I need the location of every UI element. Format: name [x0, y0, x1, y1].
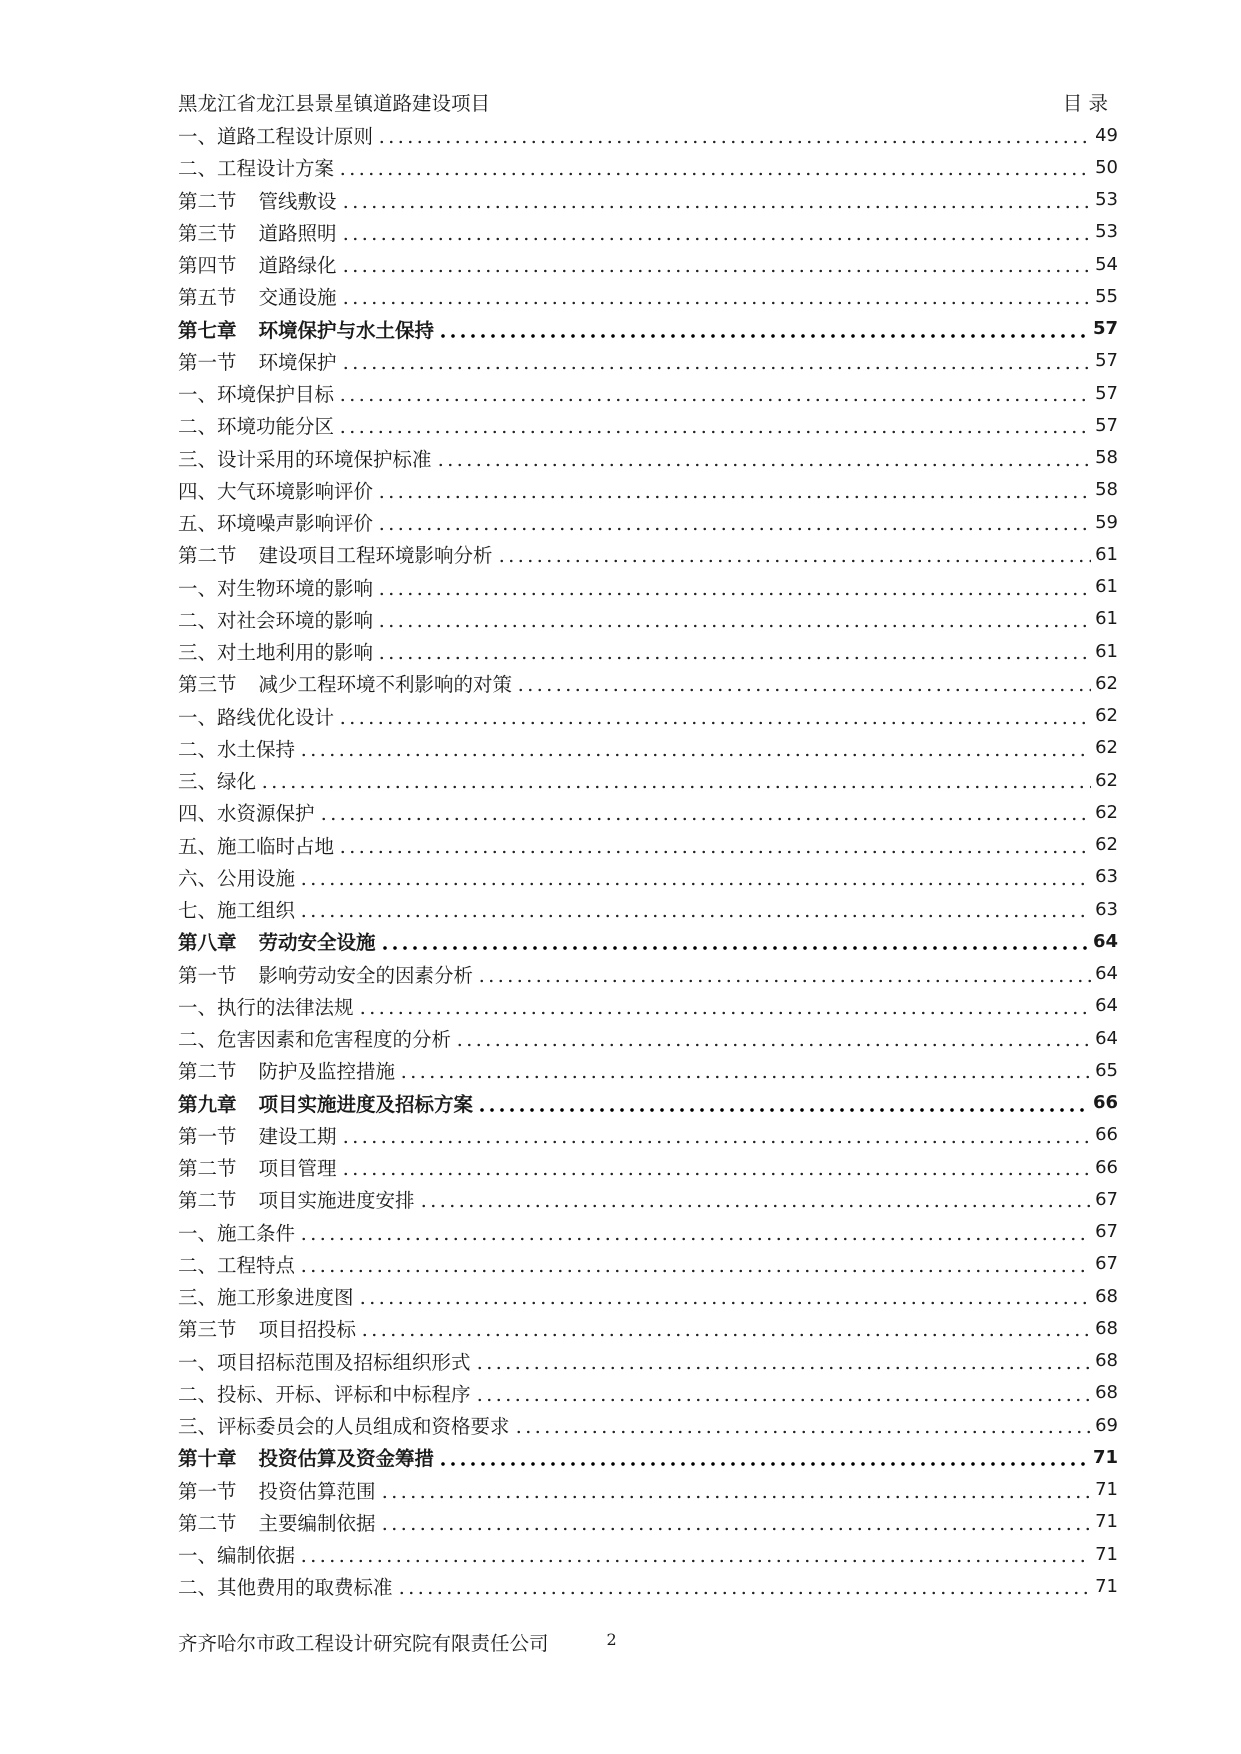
- toc-page-number: 71: [1092, 1446, 1118, 1468]
- toc-entry-text: 六、公用设施: [178, 866, 296, 890]
- toc-entry-text: 投资估算范围: [258, 1479, 376, 1503]
- toc-item-entry[interactable]: [178, 1345, 1118, 1377]
- toc-entry-title: [178, 1024, 451, 1052]
- toc-section-entry[interactable]: [178, 1183, 1118, 1215]
- toc-page-number: 67: [1095, 1188, 1118, 1210]
- toc-page-number: 62: [1095, 801, 1118, 823]
- dot-leader: [360, 1319, 1091, 1337]
- toc-entry-text: 主要编制依据: [258, 1511, 376, 1535]
- toc-entry-text: 二、水土保持: [178, 737, 296, 761]
- toc-entry-text: 二、投标、开标、评标和中标程序: [178, 1382, 471, 1406]
- toc-item-entry[interactable]: [178, 893, 1118, 925]
- dot-leader: [475, 1352, 1092, 1370]
- toc-entry-text: 三、设计采用的环境保护标准: [178, 447, 432, 471]
- toc-entry-title: [178, 1185, 415, 1213]
- toc-section-entry[interactable]: [178, 1054, 1118, 1086]
- dot-leader: [341, 255, 1092, 273]
- toc-entry-title: [178, 540, 493, 568]
- toc-entry-text: 三、对土地利用的影响: [178, 641, 374, 665]
- toc-entry-text: 二、危害因素和危害程度的分析: [178, 1028, 452, 1052]
- toc-entry-number: 第三节: [178, 221, 237, 245]
- toc-entry-text: 防护及监控措施: [258, 1060, 396, 1084]
- toc-page-number: 63: [1095, 866, 1118, 888]
- toc-entry-title: [178, 315, 434, 343]
- toc-chapter-entry[interactable]: [178, 1087, 1118, 1119]
- toc-entry-title: [178, 379, 334, 407]
- dot-leader: [377, 642, 1091, 660]
- toc-entry-text: 二、对社会环境的影响: [178, 608, 374, 632]
- dot-leader: [358, 997, 1092, 1015]
- dot-leader: [377, 610, 1091, 628]
- toc-entry-text: 三、绿化: [178, 770, 257, 794]
- toc-entry-title: [178, 1411, 510, 1439]
- toc-entry-text: 项目管理: [258, 1157, 337, 1181]
- toc-entry-text: 一、环境保护目标: [178, 383, 335, 407]
- toc-page-number: 68: [1095, 1285, 1118, 1307]
- toc-item-entry[interactable]: [178, 1570, 1118, 1602]
- toc-entry-title: [178, 1089, 473, 1117]
- toc-entry-text: 二、环境功能分区: [178, 415, 335, 439]
- dot-leader: [475, 1384, 1092, 1402]
- dot-leader: [516, 674, 1091, 692]
- dot-leader: [380, 1481, 1092, 1499]
- dot-leader: [497, 545, 1092, 563]
- toc-section-entry[interactable]: [178, 280, 1118, 312]
- toc-entry-number: 第二节: [178, 189, 237, 213]
- toc-page-number: 61: [1095, 640, 1118, 662]
- toc-entry-title: [178, 1540, 295, 1568]
- dot-leader: [341, 191, 1092, 209]
- toc-page-number: 55: [1095, 285, 1118, 307]
- toc-page-number: 64: [1092, 930, 1118, 952]
- toc-entry-text: 道路照明: [258, 221, 337, 245]
- toc-entry-number: 第二节: [178, 1189, 237, 1213]
- toc-page-number: 50: [1095, 156, 1118, 178]
- toc-page-number: 57: [1095, 382, 1118, 404]
- toc-page-number: 61: [1095, 608, 1118, 630]
- toc-page-number: 49: [1095, 124, 1118, 146]
- toc-item-entry[interactable]: [178, 732, 1118, 764]
- toc-page-number: 57: [1095, 350, 1118, 372]
- toc-entry-number: 第二节: [178, 544, 237, 568]
- dot-leader: [377, 578, 1091, 596]
- toc-entry-text: 一、编制依据: [178, 1544, 296, 1568]
- toc-item-entry[interactable]: [178, 1377, 1118, 1409]
- toc-entry-text: 七、施工组织: [178, 899, 296, 923]
- toc-page-number: 71: [1095, 1543, 1118, 1565]
- toc-item-entry[interactable]: [178, 119, 1118, 151]
- toc-section-entry[interactable]: [178, 538, 1118, 570]
- toc-chapter-entry[interactable]: [178, 313, 1118, 345]
- toc-entry-title: [178, 960, 473, 988]
- toc-entry-text: 一、施工条件: [178, 1221, 296, 1245]
- toc-entry-text: 二、其他费用的取费标准: [178, 1576, 393, 1600]
- toc-page-number: 62: [1095, 834, 1118, 856]
- dot-leader: [319, 803, 1092, 821]
- dot-leader: [514, 1416, 1092, 1434]
- toc-entry-text: 劳动安全设施: [258, 931, 376, 955]
- toc-entry-text: 二、工程设计方案: [178, 157, 335, 181]
- toc-page-number: 66: [1092, 1092, 1118, 1114]
- toc-page-number: 71: [1095, 1511, 1118, 1533]
- toc-item-entry[interactable]: [178, 474, 1118, 506]
- toc-item-entry[interactable]: [178, 571, 1118, 603]
- toc-item-entry[interactable]: [178, 603, 1118, 635]
- toc-entry-number: 第二节: [178, 1157, 237, 1181]
- toc-entry-title: [178, 476, 373, 504]
- toc-page-number: 62: [1095, 769, 1118, 791]
- toc-entry-text: 环境保护: [258, 350, 337, 374]
- footer-page-number: 2: [606, 1630, 617, 1649]
- toc-entry-text: 一、道路工程设计原则: [178, 125, 374, 149]
- toc-entry-title: [178, 411, 334, 439]
- toc-page-number: 62: [1095, 737, 1118, 759]
- toc-entry-title: [178, 1476, 376, 1504]
- toc-entry-number: 第八章: [178, 931, 237, 955]
- toc-entry-number: 第一节: [178, 963, 237, 987]
- dot-leader: [341, 287, 1092, 305]
- toc-section-entry[interactable]: [178, 958, 1118, 990]
- toc-entry-text: 一、项目招标范围及招标组织形式: [178, 1350, 471, 1374]
- toc-section-entry[interactable]: [178, 1119, 1118, 1151]
- dot-leader: [299, 1255, 1091, 1273]
- toc-entry-title: [178, 1056, 395, 1084]
- dot-leader: [380, 1513, 1092, 1531]
- toc-page-number: 67: [1095, 1253, 1118, 1275]
- dot-leader: [299, 739, 1091, 757]
- toc-entry-text: 道路绿化: [258, 254, 337, 278]
- dot-leader: [358, 1287, 1092, 1305]
- toc-entry-title: [178, 766, 256, 794]
- toc-entry-number: 第十章: [178, 1447, 237, 1471]
- toc-page-number: 66: [1095, 1124, 1118, 1146]
- toc-entry-text: 交通设施: [258, 286, 337, 310]
- table-of-contents: [178, 119, 1118, 1603]
- toc-entry-text: 四、大气环境影响评价: [178, 479, 374, 503]
- toc-entry-title: [178, 1443, 434, 1471]
- dot-leader: [399, 1061, 1091, 1079]
- dot-leader: [341, 223, 1092, 241]
- dot-leader: [377, 513, 1091, 531]
- toc-item-entry[interactable]: [178, 861, 1118, 893]
- toc-item-entry[interactable]: [178, 796, 1118, 828]
- toc-entry-title: [178, 1282, 354, 1310]
- toc-entry-title: [178, 218, 337, 246]
- toc-item-entry[interactable]: [178, 377, 1118, 409]
- dot-leader: [338, 384, 1091, 402]
- toc-page-number: 69: [1095, 1414, 1118, 1436]
- toc-item-entry[interactable]: [178, 1280, 1118, 1312]
- toc-page-number: 65: [1095, 1059, 1118, 1081]
- toc-entry-title: [178, 347, 337, 375]
- toc-item-entry[interactable]: [178, 409, 1118, 441]
- toc-entry-title: [178, 1153, 337, 1181]
- toc-page-number: 63: [1095, 898, 1118, 920]
- toc-entry-title: [178, 250, 337, 278]
- toc-page-number: 61: [1095, 576, 1118, 598]
- toc-entry-text: 项目招投标: [258, 1318, 357, 1342]
- toc-entry-number: 第一节: [178, 350, 237, 374]
- toc-page-number: 59: [1095, 511, 1118, 533]
- toc-entry-number: 第二节: [178, 1060, 237, 1084]
- toc-item-entry[interactable]: [178, 1248, 1118, 1280]
- toc-item-entry[interactable]: [178, 506, 1118, 538]
- toc-page-number: 71: [1095, 1575, 1118, 1597]
- toc-page-number: 57: [1092, 318, 1118, 340]
- dot-leader: [455, 1029, 1091, 1047]
- dot-leader: [341, 352, 1092, 370]
- toc-entry-title: [178, 605, 373, 633]
- toc-entry-title: [178, 1250, 295, 1278]
- dot-leader: [438, 320, 1089, 338]
- toc-entry-title: [178, 831, 334, 859]
- toc-entry-title: [178, 702, 334, 730]
- dot-leader: [299, 1223, 1091, 1241]
- toc-entry-title: [178, 1314, 356, 1342]
- dot-leader: [299, 1545, 1091, 1563]
- toc-section-entry[interactable]: [178, 667, 1118, 699]
- dot-leader: [338, 416, 1091, 434]
- toc-chapter-entry[interactable]: [178, 1441, 1118, 1473]
- toc-entry-text: 减少工程环境不利影响的对策: [258, 673, 513, 697]
- toc-entry-text: 环境保护与水土保持: [258, 318, 435, 342]
- footer-company: 齐齐哈尔市政工程设计研究院有限责任公司: [178, 1632, 549, 1655]
- dot-leader: [377, 481, 1091, 499]
- toc-item-entry[interactable]: [178, 1409, 1118, 1441]
- dot-leader: [341, 1158, 1092, 1176]
- toc-entry-title: [178, 444, 432, 472]
- toc-entry-number: 第三节: [178, 673, 237, 697]
- toc-entry-number: 第二节: [178, 1511, 237, 1535]
- toc-entry-title: [178, 927, 376, 955]
- toc-entry-title: [178, 1508, 376, 1536]
- dot-leader: [397, 1577, 1092, 1595]
- toc-entry-title: [178, 734, 295, 762]
- toc-entry-title: [178, 121, 373, 149]
- toc-page-number: 66: [1095, 1156, 1118, 1178]
- toc-page-number: 64: [1095, 1027, 1118, 1049]
- toc-entry-title: [178, 798, 315, 826]
- toc-page-number: 53: [1095, 189, 1118, 211]
- toc-entry-title: [178, 637, 373, 665]
- toc-entry-text: 三、评标委员会的人员组成和资格要求: [178, 1415, 510, 1439]
- toc-entry-title: [178, 153, 334, 181]
- dot-leader: [436, 449, 1092, 467]
- toc-entry-title: [178, 863, 295, 891]
- toc-item-entry[interactable]: [178, 442, 1118, 474]
- toc-section-entry[interactable]: [178, 1312, 1118, 1344]
- toc-entry-text: 投资估算及资金筹措: [258, 1447, 435, 1471]
- dot-leader: [338, 158, 1091, 176]
- toc-entry-title: [178, 1572, 393, 1600]
- toc-entry-text: 一、对生物环境的影响: [178, 576, 374, 600]
- toc-entry-title: [178, 669, 512, 697]
- toc-entry-number: 第七章: [178, 318, 237, 342]
- toc-entry-number: 第五节: [178, 286, 237, 310]
- toc-page-number: 62: [1095, 672, 1118, 694]
- dot-leader: [338, 836, 1091, 854]
- toc-item-entry[interactable]: [178, 1022, 1118, 1054]
- toc-entry-title: [178, 992, 354, 1020]
- toc-section-entry[interactable]: [178, 248, 1118, 280]
- dot-leader: [477, 1094, 1089, 1112]
- toc-page-number: 64: [1095, 963, 1118, 985]
- toc-page-number: 58: [1095, 479, 1118, 501]
- dot-leader: [438, 1448, 1089, 1466]
- toc-page-number: 68: [1095, 1350, 1118, 1372]
- toc-entry-title: [178, 895, 295, 923]
- toc-entry-title: [178, 1218, 295, 1246]
- toc-entry-number: 第九章: [178, 1092, 237, 1116]
- toc-entry-text: 管线敷设: [258, 189, 337, 213]
- dot-leader: [477, 965, 1091, 983]
- header-project-name: 黑龙江省龙江县景星镇道路建设项目: [178, 92, 491, 115]
- toc-item-entry[interactable]: [178, 1216, 1118, 1248]
- toc-entry-text: 建设工期: [258, 1124, 337, 1148]
- dot-leader: [377, 126, 1091, 144]
- toc-item-entry[interactable]: [178, 990, 1118, 1022]
- toc-entry-text: 项目实施进度安排: [258, 1189, 415, 1213]
- toc-entry-title: [178, 573, 373, 601]
- dot-leader: [341, 1126, 1092, 1144]
- dot-leader: [299, 900, 1091, 918]
- toc-page-number: 62: [1095, 705, 1118, 727]
- toc-entry-text: 二、工程特点: [178, 1253, 296, 1277]
- toc-item-entry[interactable]: [178, 764, 1118, 796]
- toc-entry-title: [178, 282, 337, 310]
- toc-page-number: 61: [1095, 543, 1118, 565]
- toc-section-entry[interactable]: [178, 1474, 1118, 1506]
- toc-page-number: 53: [1095, 221, 1118, 243]
- toc-section-entry[interactable]: [178, 1151, 1118, 1183]
- toc-item-entry[interactable]: [178, 635, 1118, 667]
- header-toc-title: 目 录: [1062, 92, 1108, 115]
- toc-page-number: 58: [1095, 447, 1118, 469]
- dot-leader: [380, 932, 1089, 950]
- toc-entry-text: 建设项目工程环境影响分析: [258, 544, 493, 568]
- dot-leader: [260, 771, 1091, 789]
- toc-item-entry[interactable]: [178, 1538, 1118, 1570]
- toc-page-number: 71: [1095, 1479, 1118, 1501]
- toc-entry-number: 第一节: [178, 1124, 237, 1148]
- toc-entry-title: [178, 1379, 471, 1407]
- toc-section-entry[interactable]: [178, 1506, 1118, 1538]
- toc-entry-text: 三、施工形象进度图: [178, 1286, 354, 1310]
- dot-leader: [299, 868, 1091, 886]
- page-footer: [178, 1628, 617, 1656]
- toc-page-number: 67: [1095, 1221, 1118, 1243]
- toc-entry-text: 影响劳动安全的因素分析: [258, 963, 474, 987]
- toc-section-entry[interactable]: [178, 184, 1118, 216]
- toc-section-entry[interactable]: [178, 345, 1118, 377]
- toc-item-entry[interactable]: [178, 700, 1118, 732]
- toc-entry-text: 项目实施进度及招标方案: [258, 1092, 474, 1116]
- toc-entry-text: 一、路线优化设计: [178, 705, 335, 729]
- toc-entry-title: [178, 1121, 337, 1149]
- toc-page-number: 54: [1095, 253, 1118, 275]
- toc-entry-text: 四、水资源保护: [178, 802, 315, 826]
- toc-item-entry[interactable]: [178, 151, 1118, 183]
- page-header: [178, 88, 1108, 118]
- toc-entry-number: 第四节: [178, 254, 237, 278]
- dot-leader: [419, 1190, 1092, 1208]
- toc-item-entry[interactable]: [178, 829, 1118, 861]
- toc-entry-text: 五、环境噪声影响评价: [178, 512, 374, 536]
- toc-chapter-entry[interactable]: [178, 925, 1118, 957]
- dot-leader: [338, 707, 1091, 725]
- toc-entry-title: [178, 186, 337, 214]
- toc-entry-number: 第三节: [178, 1318, 237, 1342]
- toc-entry-number: 第一节: [178, 1479, 237, 1503]
- toc-page-number: 68: [1095, 1382, 1118, 1404]
- toc-entry-title: [178, 508, 373, 536]
- toc-section-entry[interactable]: [178, 216, 1118, 248]
- toc-page-number: 68: [1095, 1317, 1118, 1339]
- toc-page-number: 57: [1095, 414, 1118, 436]
- toc-entry-text: 一、执行的法律法规: [178, 995, 354, 1019]
- toc-page-number: 64: [1095, 995, 1118, 1017]
- toc-entry-text: 五、施工临时占地: [178, 834, 335, 858]
- toc-entry-title: [178, 1347, 471, 1375]
